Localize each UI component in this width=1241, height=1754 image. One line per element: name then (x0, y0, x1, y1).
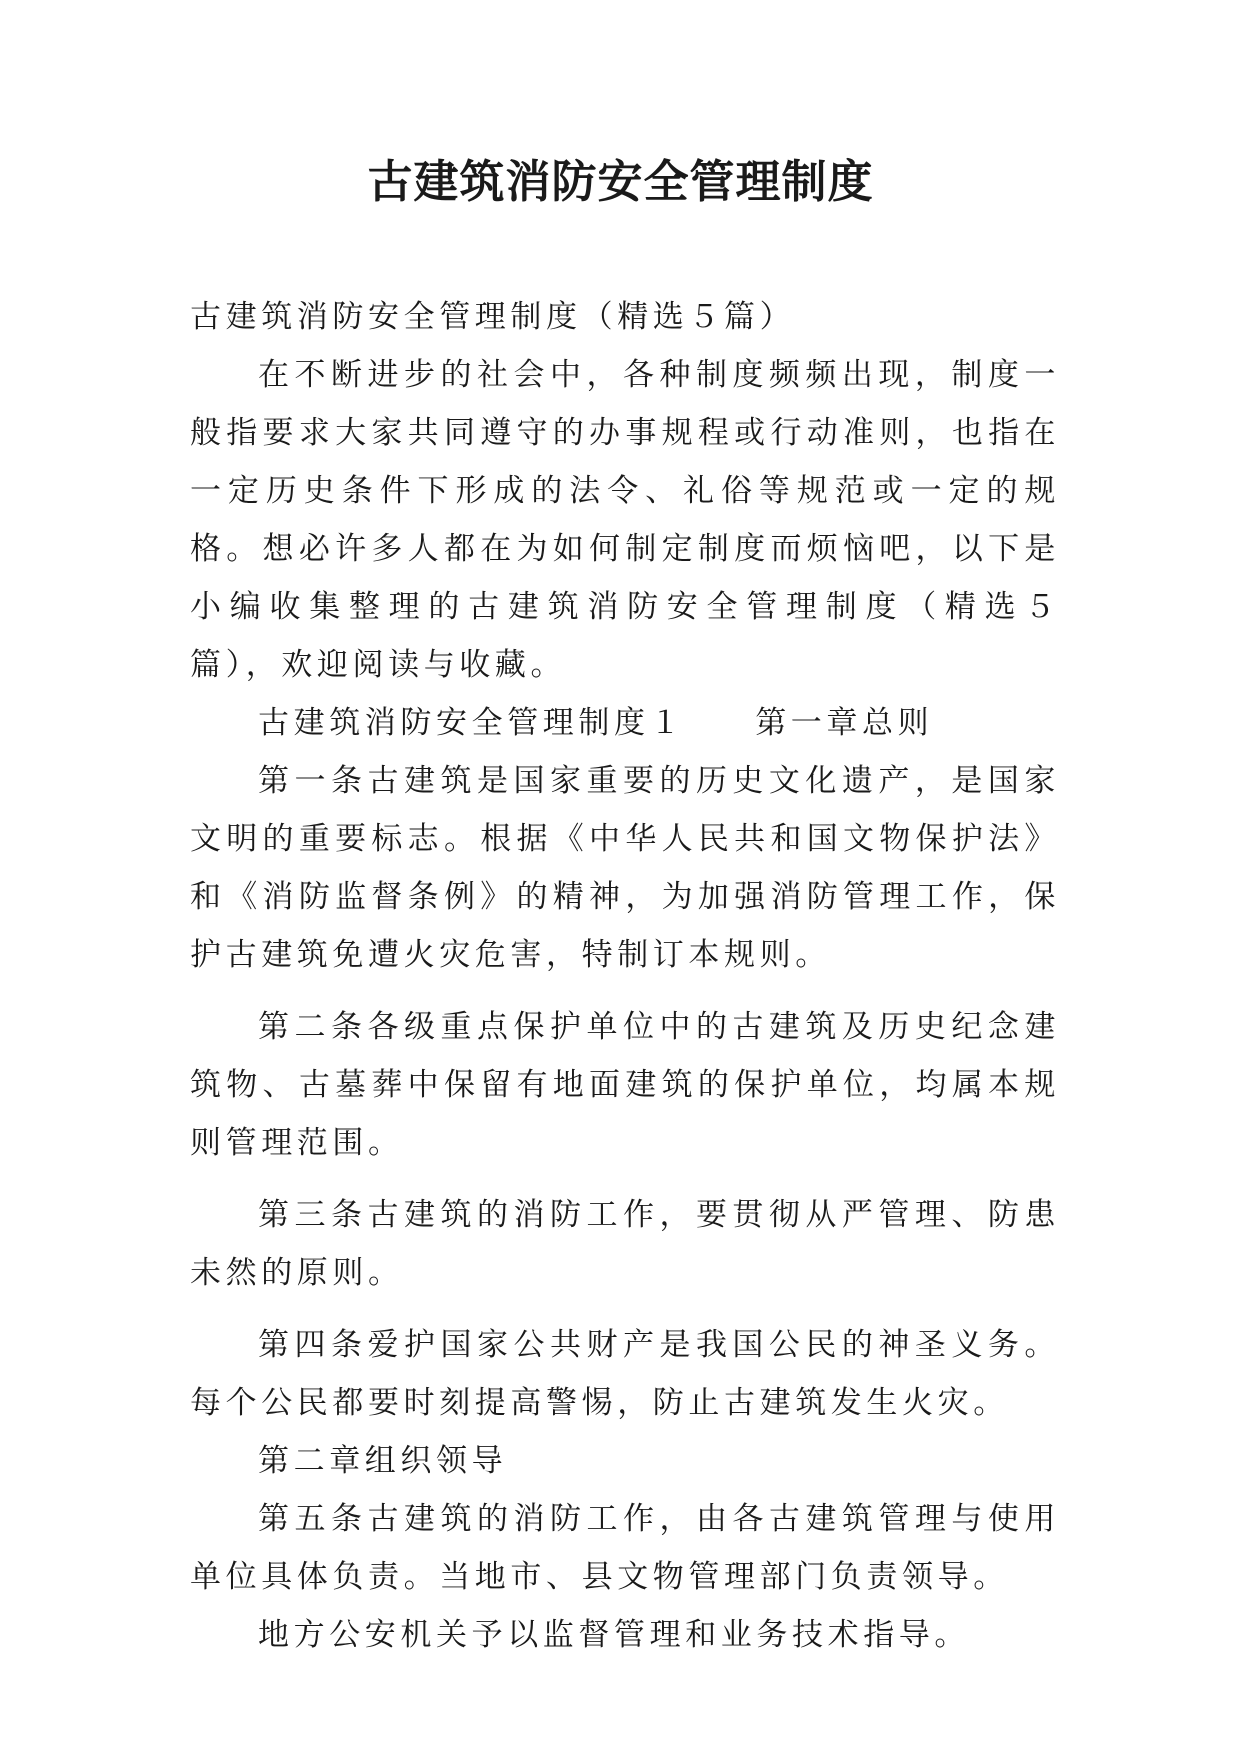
intro-paragraph: 在不断进步的社会中，各种制度频频出现，制度一般指要求大家共同遵守的办事规程或行动准则，也指在一定历史条件下形成的法令、礼俗等规范或一定的规格。想必许多人都在为如何制定制度而烦恼吧，以下是小编收集整理的古建筑消防安全管理制度（精选５篇），欢迎阅读与收藏。 (190, 357, 1060, 683)
chapter-1-heading: 第一章总则 (755, 705, 934, 741)
article-3: 第三条古建筑的消防工作，要贯彻从严管理、防患未然的原则。 (190, 1197, 1060, 1291)
article-5: 第五条古建筑的消防工作，由各古建筑管理与使用单位具体负责。当地市、县文物管理部门负责领导。 (190, 1501, 1060, 1595)
article-1: 第一条古建筑是国家重要的历史文化遗产，是国家文明的重要标志。根据《中华人民共和国文物保护法》和《消防监督条例》的精神，为加强消防管理工作，保护古建筑免遭火灾危害，特制订本规则。 (190, 763, 1060, 973)
chapter-2-heading: 第二章组织领导 (258, 1443, 508, 1479)
document-body (190, 288, 1060, 1664)
document-subtitle: 古建筑消防安全管理制度（精选５篇） (190, 299, 796, 335)
article-4: 第四条爱护国家公共财产是我国公民的神圣义务。每个公民都要时刻提高警惕，防止古建筑发生火灾。 (190, 1327, 1060, 1421)
article-2: 第二条各级重点保护单位中的古建筑及历史纪念建筑物、古墓葬中保留有地面建筑的保护单位，均属本规则管理范围。 (190, 1009, 1060, 1161)
article-5-continued: 地方公安机关予以监督管理和业务技术指导。 (258, 1617, 970, 1653)
section-heading-line (190, 694, 1060, 752)
section-heading: 古建筑消防安全管理制度１ (258, 705, 686, 741)
document-title: 古建筑消防安全管理制度 (367, 155, 874, 208)
